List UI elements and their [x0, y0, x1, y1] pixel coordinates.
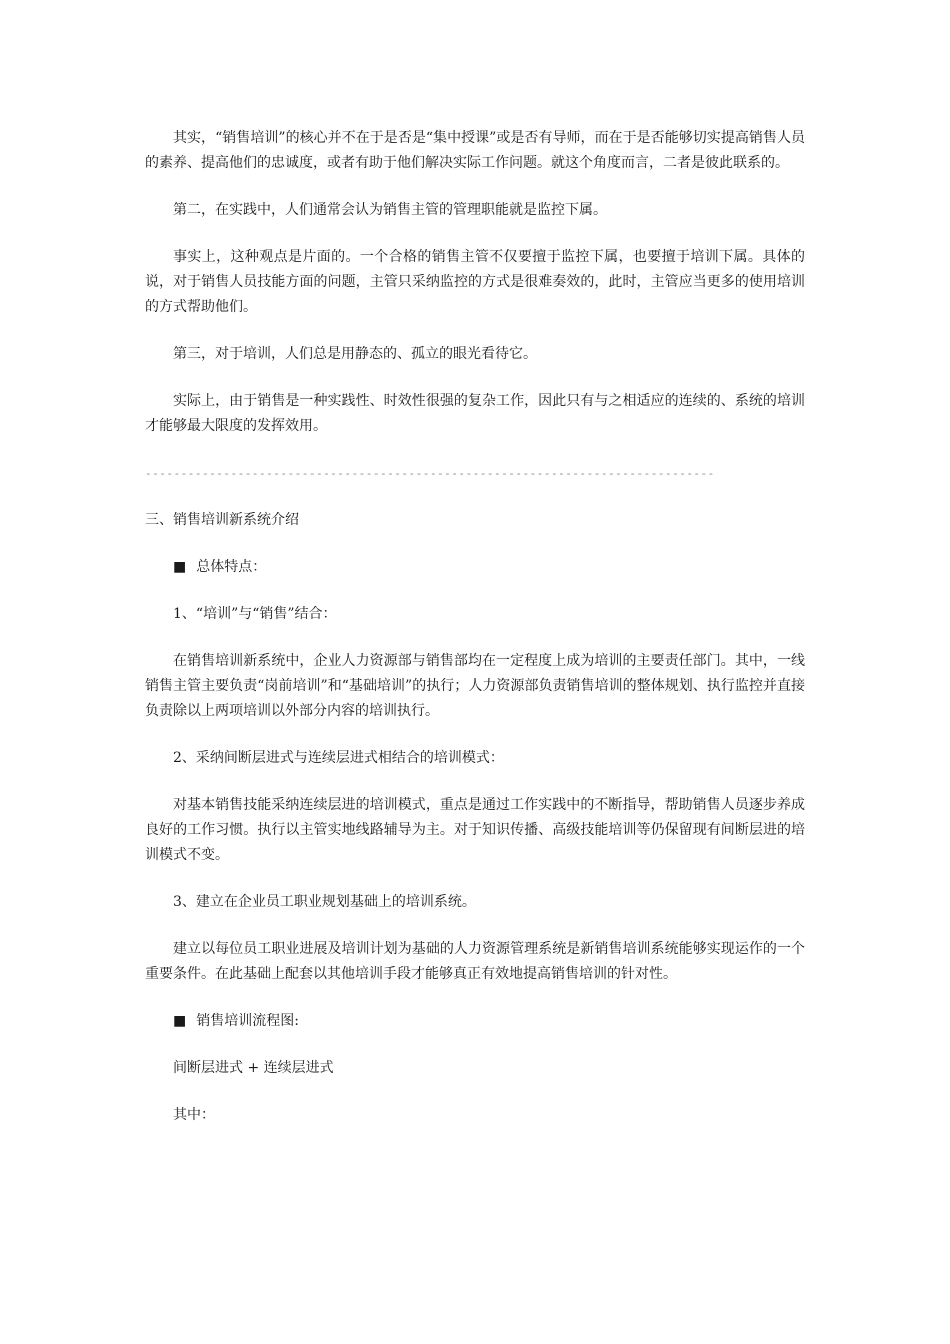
point1-title: 1、“培训”与“销售”结合： — [173, 606, 337, 622]
paragraph-actually: 实际上，由于销售是一种实践性、时效性很强的复杂工作，因此只有与之相适应的连续的、系统的培训才能够最大限度的发挥效用。 — [145, 393, 805, 434]
square-bullet-icon: ■ — [173, 559, 187, 575]
paragraph-core-of-training: 其实，“销售培训”的核心并不在于是否是“集中授课”或是否有导师，而在于是否能够切实提高销售人员的素养、提高他们的忠诚度，或者有助于他们解决实际工作问题。就这个角度而言，二者是彼此联系的。 — [145, 130, 805, 171]
overall-features-text: 总体特点： — [196, 559, 267, 575]
document-body — [145, 126, 805, 1128]
point3-body: 建立以每位员工职业进展及培训计划为基础的人力资源管理系统是新销售培训系统能够实现运作的一个重要条件。在此基础上配套以其他培训手段才能够真正有效地提高销售培训的针对性。 — [145, 941, 805, 982]
among-label: 其中： — [173, 1107, 215, 1123]
point2-body: 对基本销售技能采纳连续层进的培训模式，重点是通过工作实践中的不断指导，帮助销售人员逐步养成良好的工作习惯。执行以主管实地线路辅导为主。对于知识传播、高级技能培训等仍保留现有间断层进的培训模式不变。 — [145, 797, 805, 863]
square-bullet-icon: ■ — [173, 1013, 187, 1029]
divider-line: -------------------------------------------------------------------------------- — [145, 467, 715, 480]
paragraph-third-point: 第三，对于培训，人们总是用静态的、孤立的眼光看待它。 — [173, 346, 537, 362]
paragraph-in-fact: 事实上，这种观点是片面的。一个合格的销售主管不仅要擅于监控下属，也要擅于培训下属。具体的说，对于销售人员技能方面的问题，主管只采纳监控的方式是很难奏效的，此时，主管应当更多的使用培训的方式帮助他们。 — [145, 249, 805, 315]
overall-features-label — [145, 555, 805, 580]
point1-body: 在销售培训新系统中，企业人力资源部与销售部均在一定程度上成为培训的主要责任部门。其中，一线销售主管主要负责“岗前培训”和“基础培训”的执行；人力资源部负责销售培训的整体规划、执行监控并直接负责除以上两项培训以外部分内容的培训执行。 — [145, 653, 805, 719]
flow-formula: 间断层进式 + 连续层进式 — [173, 1060, 334, 1076]
point2-title: 2、采纳间断层进式与连续层进式相结合的培训模式： — [173, 750, 504, 766]
section-heading: 三、销售培训新系统介绍 — [145, 512, 299, 528]
flowchart-label-text: 销售培训流程图: — [196, 1013, 299, 1029]
point3-title: 3、建立在企业员工职业规划基础上的培训系统。 — [173, 894, 476, 910]
paragraph-second-point: 第二，在实践中，人们通常会认为销售主管的管理职能就是监控下属。 — [173, 202, 607, 218]
flowchart-label — [145, 1009, 805, 1034]
